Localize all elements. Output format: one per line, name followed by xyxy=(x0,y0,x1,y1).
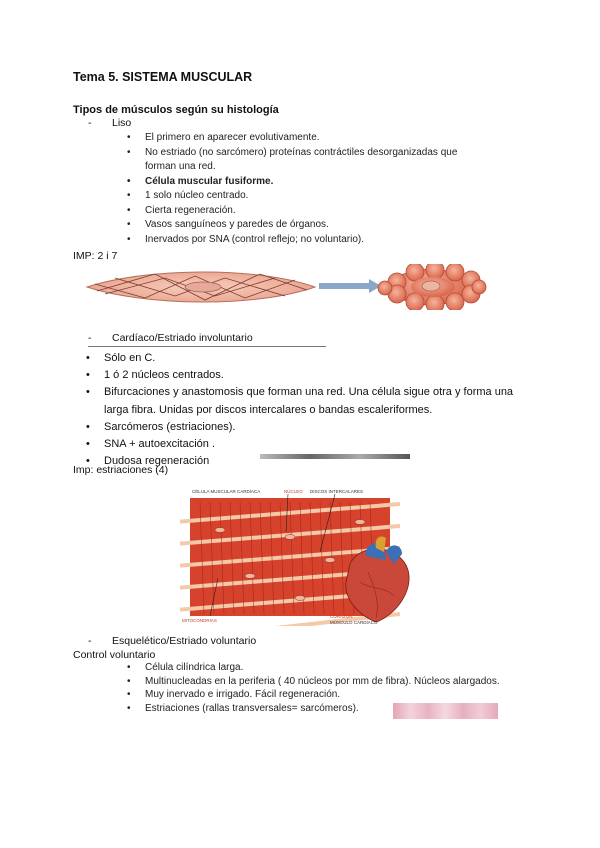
cardiaco-heading-underline xyxy=(88,346,326,347)
figure-label-top-left: CÉLULA MUSCULAR CARDÍACA xyxy=(192,489,261,494)
section-cardiaco-label: Cardíaco/Estriado involuntario xyxy=(112,332,253,344)
page-title: Tema 5. SISTEMA MUSCULAR xyxy=(73,70,253,84)
list-item: • Cierta regeneración. xyxy=(145,204,485,219)
relaxed-cell-nucleus xyxy=(185,282,221,292)
list-item: • Vasos sanguíneos y paredes de órganos. xyxy=(145,218,485,233)
contracted-cell-nucleus xyxy=(422,281,440,291)
cardiaco-imp-note: Imp: estriaciones (4) xyxy=(73,464,169,476)
list-item: • No estriado (no sarcómero) proteínas contráctiles desorganizadas que forman una red. xyxy=(145,146,485,175)
section-esqueletico-label: Esquelético/Estriado voluntario xyxy=(112,635,257,647)
section-cardiaco-heading xyxy=(88,332,253,344)
figure-label-top-right: DISCOS INTERCALARES xyxy=(310,489,364,494)
list-item: • Muy inervado e irrigado. Fácil regeneración. xyxy=(145,688,515,702)
list-item: • Inervados por SNA (control reflejo; no voluntario). xyxy=(145,233,485,248)
contraction-arrow-label: Contracción xyxy=(323,277,350,283)
list-item: • El primero en aparecer evolutivamente. xyxy=(145,131,485,146)
list-item: • Célula cilíndrica larga. xyxy=(145,661,515,675)
cardiac-muscle-figure xyxy=(180,482,416,626)
figure-label-bottom-left: MITOCONDRIAS xyxy=(182,618,217,623)
section-liso-label: Liso xyxy=(112,117,132,129)
dash-marker: - xyxy=(88,635,92,647)
smooth-muscle-figure xyxy=(85,264,515,310)
list-item: • 1 ó 2 núcleos centrados. xyxy=(104,367,514,384)
liso-bullet-list xyxy=(145,131,485,247)
list-item: • SNA + autoexcitación . xyxy=(104,436,514,453)
liso-imp-note: IMP: 2 i 7 xyxy=(73,250,118,262)
image-strip-decoration xyxy=(260,454,410,459)
figure-label-top-mid: NÚCLEO xyxy=(284,489,303,494)
figure-label-bottom-right-2: MÚSCULO CARDÍACO xyxy=(330,620,378,625)
dash-marker: - xyxy=(88,117,92,129)
list-item: • 1 solo núcleo centrado. xyxy=(145,189,485,204)
list-item: • Célula muscular fusiforme. xyxy=(145,175,485,190)
contraction-arrow-shaft xyxy=(319,283,369,289)
cardiaco-bullet-list xyxy=(104,350,514,470)
list-item: • Bifurcaciones y anastomosis que forman una red. Una célula sigue otra y forma una larga fibra. Unidas por discos intercalares o bandas escaleriformes. xyxy=(104,384,514,418)
section-liso-heading xyxy=(88,117,131,129)
section-subtitle: Tipos de músculos según su histología xyxy=(73,104,279,116)
dash-marker: - xyxy=(88,332,92,344)
list-item: • Sarcómeros (estriaciones). xyxy=(104,419,514,436)
list-item: • Estriaciones (rallas transversales= sarcómeros). xyxy=(145,702,515,716)
figure-label-bottom-right-1: CORAZÓN xyxy=(330,614,353,619)
skeletal-muscle-figure xyxy=(393,703,498,719)
section-esqueletico-heading xyxy=(88,635,256,647)
list-item: • Multinucleadas en la periferia ( 40 núcleos por mm de fibra). Núcleos alargados. xyxy=(145,675,515,689)
list-item: • Dudosa regeneración xyxy=(104,453,514,470)
esqueletico-control-note: Control voluntario xyxy=(73,649,156,661)
list-item: • Sólo en C. xyxy=(104,350,514,367)
